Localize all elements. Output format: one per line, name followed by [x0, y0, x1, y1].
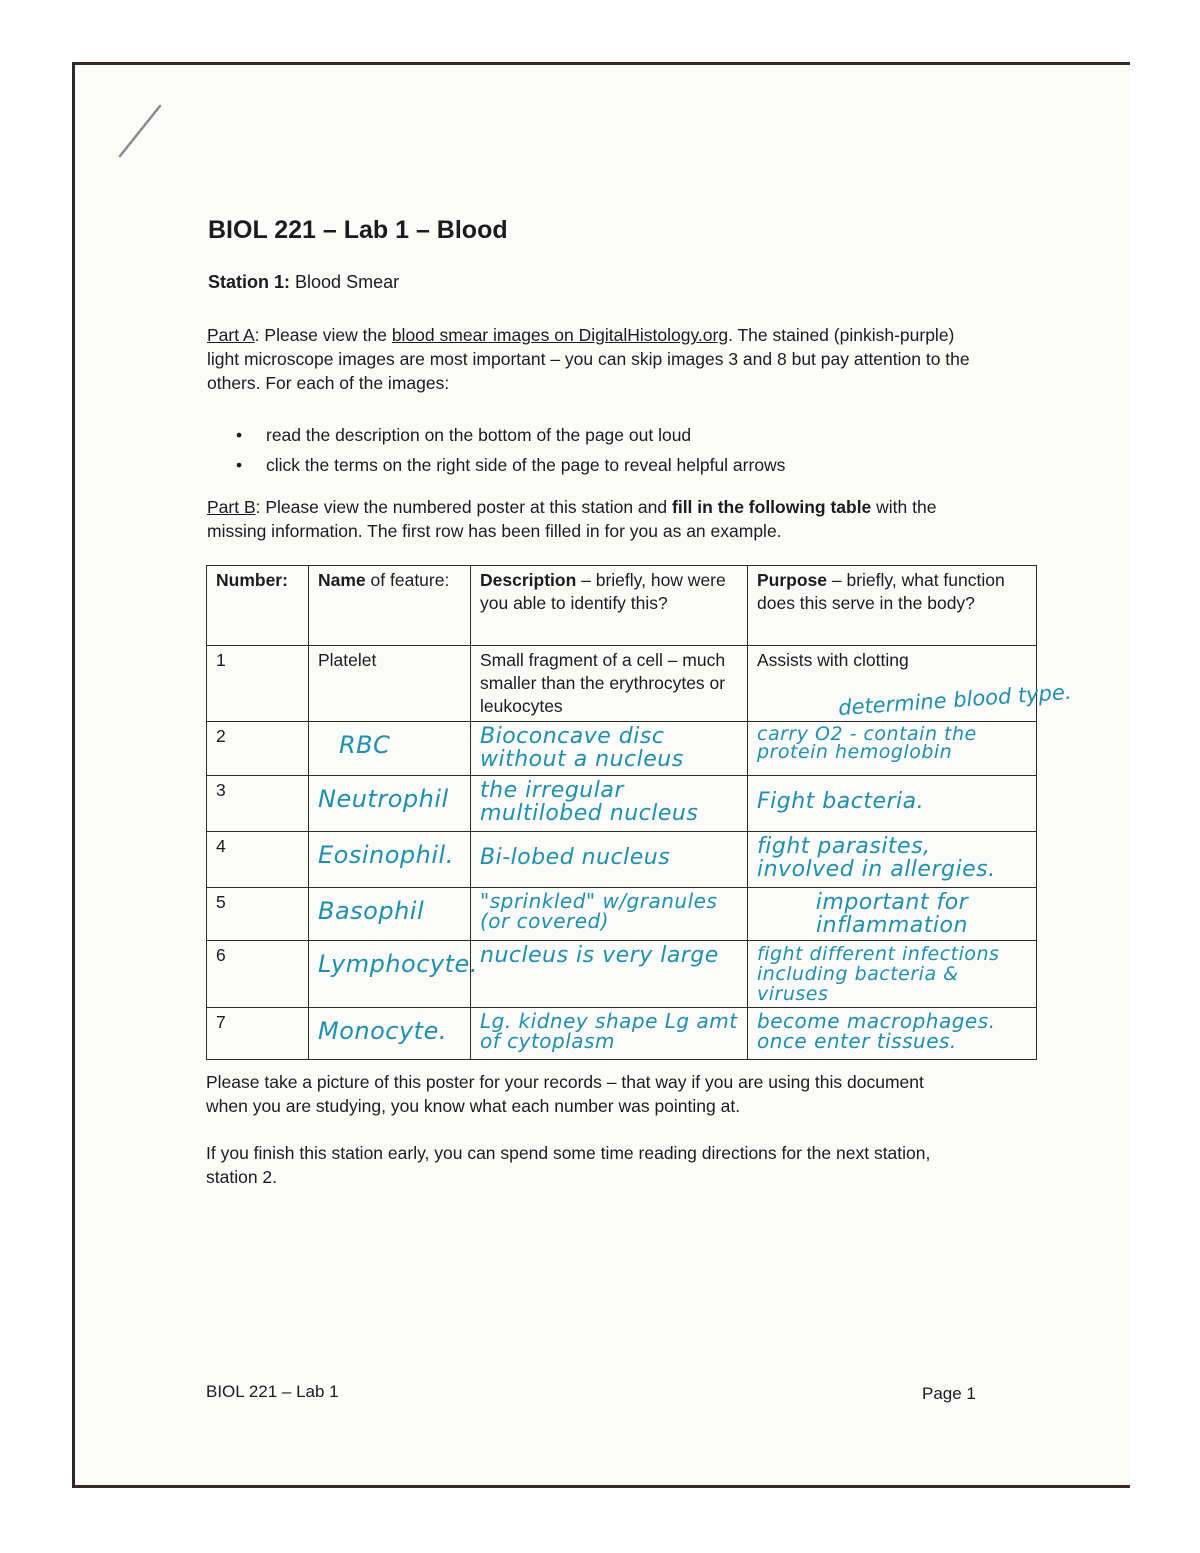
- table-row: [207, 941, 1037, 1008]
- finish-early-note: If you finish this station early, you can spend some time reading directions for the next station, station 2.: [206, 1143, 931, 1187]
- part-b-paragraph: [207, 495, 987, 543]
- row-number: 5: [207, 888, 309, 941]
- row-name: Neutrophil: [309, 776, 471, 832]
- row-description: nucleus is very large: [471, 941, 748, 1008]
- row-number: 7: [207, 1008, 309, 1060]
- part-b-bold: fill in the following table: [672, 497, 872, 517]
- station-prefix: Station 1:: [208, 272, 291, 292]
- header-number: Number:: [207, 566, 309, 646]
- row-purpose: fight different infections including bacteria & viruses: [748, 941, 1037, 1008]
- row-name: Basophil: [309, 888, 471, 941]
- row-number: 6: [207, 941, 309, 1008]
- table-row: [207, 888, 1037, 941]
- header-name: Name of feature:: [309, 566, 471, 646]
- header-purpose: Purpose – briefly, what function does this serve in the body?: [748, 566, 1037, 646]
- part-b-label: Part B: [207, 497, 256, 517]
- part-a-paragraph: [207, 323, 977, 395]
- header-description: Description – briefly, how were you able to identify this?: [471, 566, 748, 646]
- table-row: [207, 776, 1037, 832]
- row-number: 1: [207, 646, 309, 722]
- margin-note-blood-type: determine blood type.: [837, 679, 1073, 721]
- row-number: 3: [207, 776, 309, 832]
- list-item: • click the terms on the right side of the page to reveal helpful arrows: [236, 450, 785, 480]
- row-purpose: important for inflammation: [748, 888, 1037, 941]
- row-description: "sprinkled" w/granules (or covered): [471, 888, 748, 941]
- footer-course: BIOL 221 – Lab 1: [206, 1382, 339, 1401]
- table-row: [207, 832, 1037, 888]
- station-heading: [208, 272, 399, 293]
- row-description: Lg. kidney shape Lg amt of cytoplasm: [471, 1008, 748, 1060]
- part-b-rest: with the missing information. The first row has been filled in for you as an example.: [207, 497, 937, 541]
- part-a-label: Part A: [207, 325, 255, 345]
- poster-photo-note: Please take a picture of this poster for your records – that way if you are using this document when you are studying, you know what each number was pointing at.: [206, 1072, 924, 1116]
- station-name: Blood Smear: [295, 272, 400, 292]
- list-item: • read the description on the bottom of the page out loud: [236, 420, 785, 450]
- row-name: Monocyte.: [309, 1008, 471, 1060]
- table-row: [207, 1008, 1037, 1060]
- row-purpose: become macrophages. once enter tissues.: [748, 1008, 1037, 1060]
- row-number: 4: [207, 832, 309, 888]
- row-purpose: Assists with clotting: [748, 646, 1037, 722]
- part-a-intro: : Please view the: [254, 325, 392, 345]
- row-name: Eosinophil.: [309, 832, 471, 888]
- row-purpose: fight parasites, involved in allergies.: [748, 832, 1037, 888]
- blood-cell-table: [206, 565, 1037, 1060]
- row-purpose: carry O2 - contain the protein hemoglobin: [748, 722, 1037, 776]
- row-description: Bioconcave disc without a nucleus: [471, 722, 748, 776]
- digital-histology-link[interactable]: blood smear images on DigitalHistology.org: [391, 325, 729, 345]
- row-description: Small fragment of a cell – much smaller than the erythrocytes or leukocytes: [471, 646, 748, 722]
- row-number: 2: [207, 722, 309, 776]
- table-row: [207, 722, 1037, 776]
- row-description: Bi-lobed nucleus: [471, 832, 748, 888]
- table-header-row: [207, 566, 1037, 646]
- part-b-intro: : Please view the numbered poster at this station and: [255, 497, 672, 517]
- instruction-list: [236, 420, 785, 480]
- row-purpose: Fight bacteria.: [748, 776, 1037, 832]
- pencil-mark-icon: [108, 100, 168, 170]
- row-name: Platelet: [309, 646, 471, 722]
- document-title: BIOL 221 – Lab 1 – Blood: [208, 216, 508, 244]
- row-name: RBC: [309, 722, 471, 776]
- row-description: the irregular multilobed nucleus: [471, 776, 748, 832]
- row-name: Lymphocyte.: [309, 941, 471, 1008]
- part-a-rest: . The stained (pinkish-purple) light microscope images are most important – you can skip images 3 and 8 but pay attention to the others. For each of the images:: [207, 325, 970, 393]
- footer-page-number: Page 1: [922, 1384, 976, 1403]
